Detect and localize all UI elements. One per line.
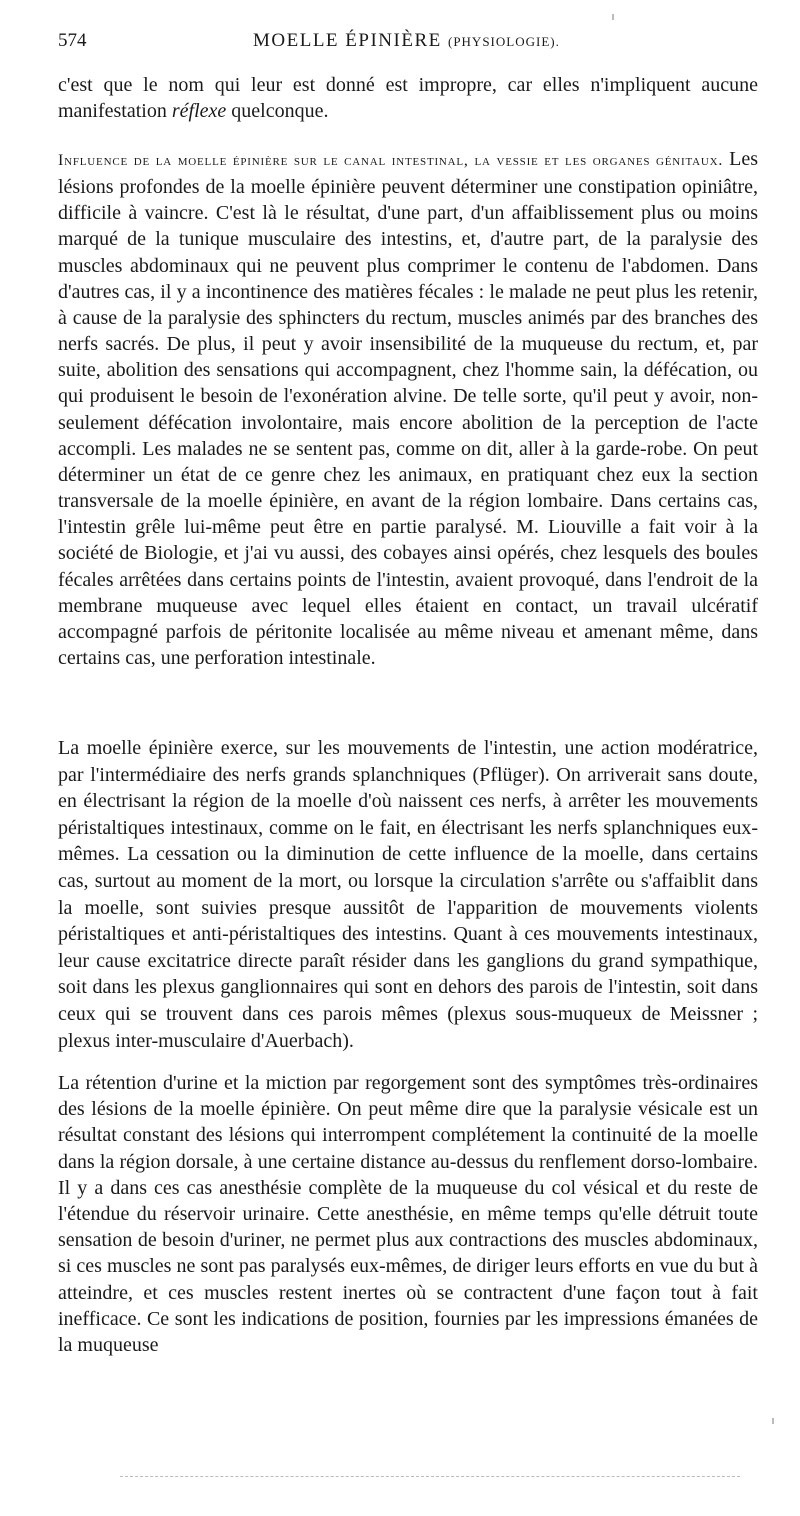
paragraph-bladder: La rétention d'urine et la miction par regorgement sont des symptômes très-ordinaires des lésions de la moelle épinière. On peut même dire que la paralysie vésicale est un résultat constant des lésions qui interrompent complétement la continuité de la moelle dans la région dorsale, à une certaine distance au-dessus du renflement dorso-lombaire. Il y a dans ces cas anesthésie complète de la muqueuse du col vésical et du reste de l'étendue du réservoir urinaire. Cette anesthésie, en même temps qu'elle détruit toute sensation de besoin d'uriner, ne permet plus aux contractions des muscles abdominaux, si ces muscles ne sont pas paralysés eux-mêmes, de diriger leurs efforts en vue du but à atteindre, et ces muscles restent inertes où se contractent d'une façon tout à fait inefficace. Ce sont les indications de position, fournies par les impressions émanées de la muqueuse <box>58 1072 758 1357</box>
section-paragraph-intestinal <box>58 146 758 671</box>
running-header <box>58 30 758 60</box>
header-title: MOELLE ÉPINIÈRE <box>253 30 442 51</box>
section-heading: Influence de la moelle épinière sur le canal intestinal, la vessie et les organes génitaux. <box>58 152 724 169</box>
italic-word: réflexe <box>171 100 227 123</box>
margin-speck <box>612 14 614 20</box>
page-number: 574 <box>58 30 87 51</box>
margin-speck <box>772 1418 774 1424</box>
continuation-paragraph <box>58 72 758 124</box>
paragraph-peristaltic: La moelle épinière exerce, sur les mouvements de l'intestin, une action modératrice, par l'intermédiaire des nerfs grands splanchniques (Pflüger). On arriverait sans doute, en électrisant la région de la moelle d'où naissent ces nerfs, à arrêter les mouvements péristaltiques intestinaux, comme on le fait, en électrisant les nerfs splanchniques eux-mêmes. La cessation ou la diminution de cette influence de la moelle, dans certains cas, surtout au moment de la mort, ou lorsque la circulation s'arrête ou s'affaiblit dans la moelle, sont suivies presque aussitôt de l'apparition de mouvements violents péristaltiques et anti-péristaltiques des intestins. Quant à ces mouvements intestinaux, leur cause excitatrice directe paraît résider dans les ganglions du grand sympathique, soit dans les plexus ganglionnaires qui sont en dehors des parois de l'intestin, soit dans ceux qui se trouvent dans ces parois mêmes (plexus sous-muqueux de Meissner ; plexus inter-musculaire d'Auerbach). <box>58 737 758 1052</box>
continuation-text-before: c'est que le nom qui leur est donné est impropre, car elles n'impliquent aucune manifestation <box>58 74 758 123</box>
running-title <box>253 30 560 52</box>
section-body: Les lésions profondes de la moelle épinière peuvent déterminer une constipation opiniâtre, difficile à vaincre. C'est là le résultat, d'une part, d'un affaiblissement plus ou moins marqué de la tunique musculaire des intestins, et, d'autre part, de la paralysie des muscles abdominaux qui ne peuvent plus comprimer le contenu de l'abdomen. Dans d'autres cas, il y a incontinence des matières fécales : le malade ne peut plus les retenir, à cause de la paralysie des sphincters du rectum, muscles animés par des branches des nerfs sacrés. De plus, il peut y avoir insensibilité de la muqueuse du rectum, et, par suite, abolition des sensations qui accompagnent, chez l'homme sain, la défécation, ou qui produisent le besoin de l'exonération alvine. De telle sorte, qu'il peut y avoir, non-seulement défécation involontaire, mais encore abolition de la perception de l'acte accompli. Les malades ne se sentent pas, comme on dit, aller à la garde-robe. On peut déterminer un état de ce genre chez les animaux, en pratiquant chez eux la section transversale de la moelle épinière, en avant de la région lombaire. Dans certains cas, l'intestin grêle lui-même peut être en partie paralysé. M. Liouville a fait voir à la société de Biologie, et j'ai vu aussi, des cobayes ainsi opérés, chez lesquels des boules fécales arrêtées dans certains points de l'intestin, avaient provoqué, dans l'endroit de la membrane muqueuse avec lequel elles étaient en contact, un travail ulcératif accompagné parfois de péritonite localisée au même niveau et amenant même, dans certains cas, une perforation intestinale. <box>58 148 758 669</box>
header-section: (PHYSIOLOGIE). <box>447 34 560 49</box>
bottom-margin-marks <box>120 1476 740 1477</box>
continuation-text-after: quelconque. <box>226 100 329 123</box>
